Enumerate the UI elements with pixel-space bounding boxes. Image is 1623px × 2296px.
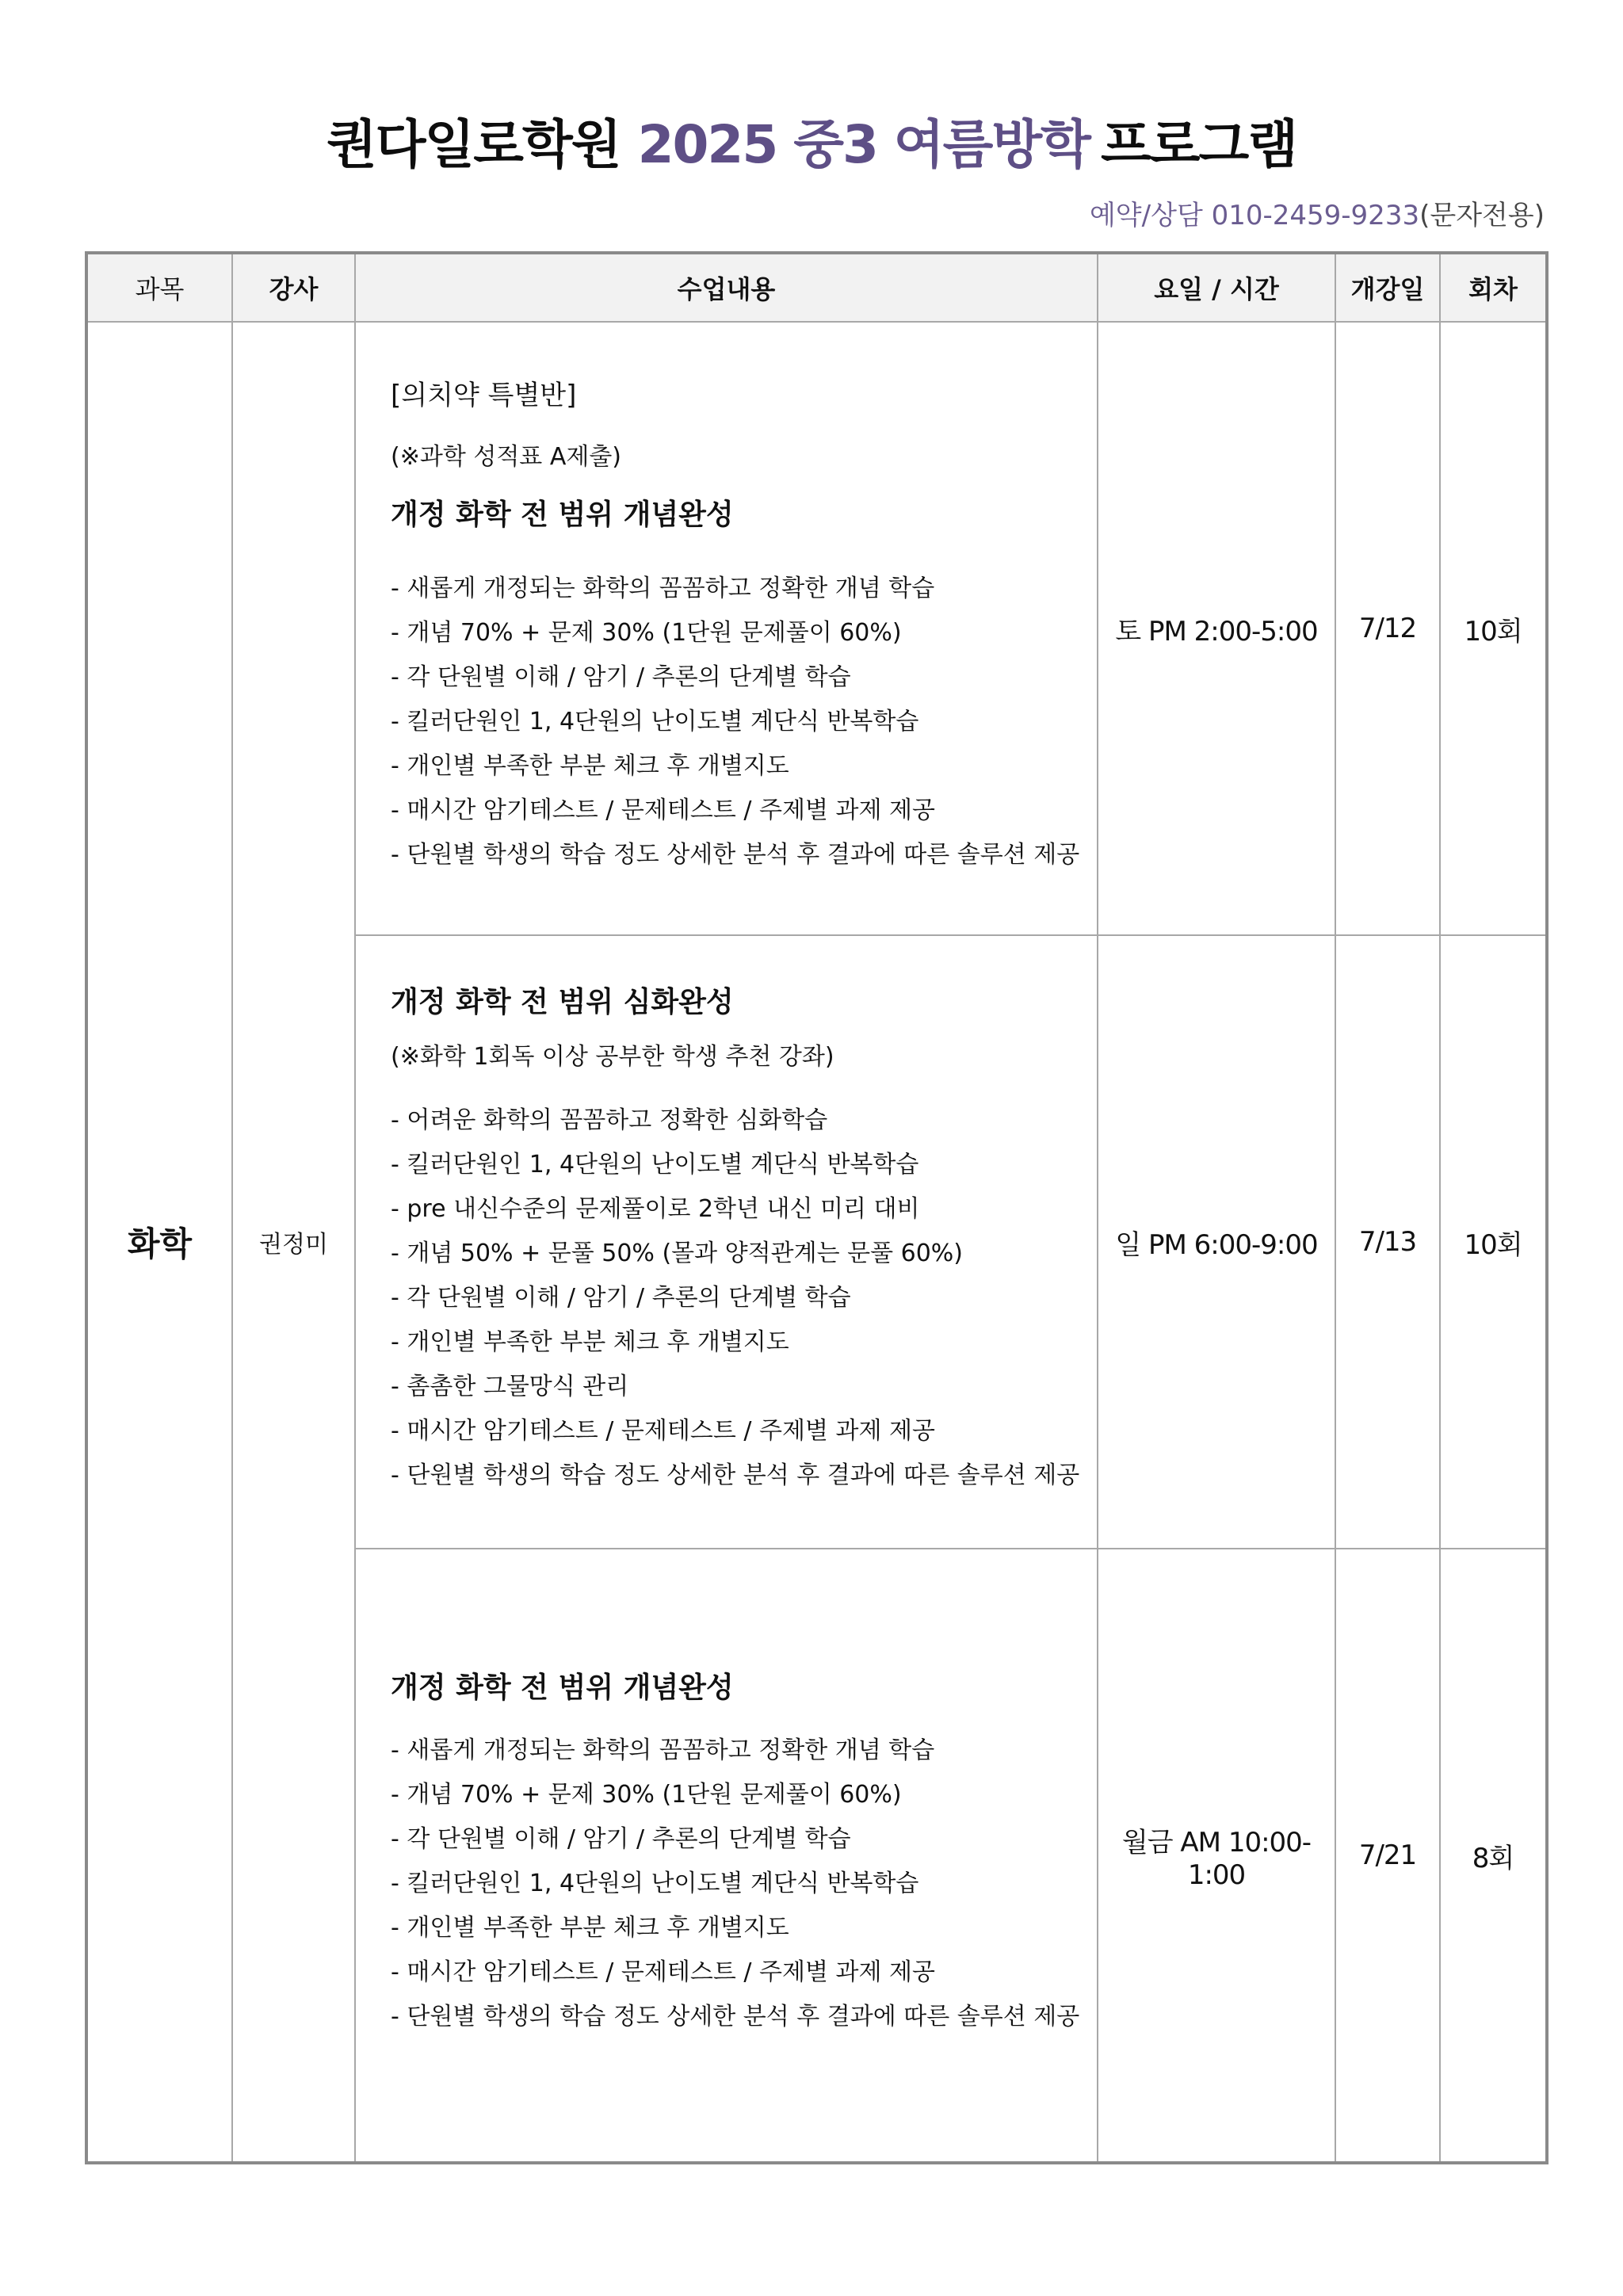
time-cell: 토 PM 2:00-5:00 bbox=[1098, 322, 1335, 935]
header-start-date: 개강일 bbox=[1335, 253, 1440, 322]
sessions-cell: 10회 bbox=[1440, 322, 1547, 935]
header-content: 수업내용 bbox=[355, 253, 1098, 322]
subject-cell: 화학 bbox=[86, 322, 232, 2163]
list-item: - 촘촘한 그물망식 관리 bbox=[391, 1365, 1081, 1409]
list-item: - 매시간 암기테스트 / 문제테스트 / 주제별 과제 제공 bbox=[391, 789, 1081, 833]
course-content bbox=[355, 322, 1098, 935]
header-teacher: 강사 bbox=[232, 253, 355, 322]
list-item: - 새롭게 개정되는 화학의 꼼꼼하고 정확한 개념 학습 bbox=[391, 1729, 1081, 1773]
list-item: - 개념 70% + 문제 30% (1단원 문제풀이 60%) bbox=[391, 1773, 1081, 1817]
program-word: 프로그램 bbox=[1100, 114, 1296, 175]
course-bullets bbox=[391, 1098, 1081, 1498]
list-item: - 단원별 학생의 학습 정도 상세한 분석 후 결과에 따른 솔루션 제공 bbox=[391, 833, 1081, 877]
list-item: - 각 단원별 이해 / 암기 / 추론의 단계별 학습 bbox=[391, 1276, 1081, 1320]
course-content bbox=[355, 1549, 1098, 2163]
course-title: 개정 화학 전 범위 개념완성 bbox=[391, 1671, 734, 1704]
contact-phone: 예약/상담 010-2459-9233 bbox=[1089, 200, 1420, 231]
teacher-cell: 권정미 bbox=[232, 322, 355, 2163]
course-note: (※과학 성적표 A제출) bbox=[391, 443, 621, 471]
time-cell: 월금 AM 10:00-1:00 bbox=[1098, 1549, 1335, 2163]
start-date-cell: 7/13 bbox=[1335, 935, 1440, 1549]
list-item: - 단원별 학생의 학습 정도 상세한 분석 후 결과에 따른 솔루션 제공 bbox=[391, 1995, 1081, 2039]
header-sessions: 회차 bbox=[1440, 253, 1547, 322]
table-header-row bbox=[86, 253, 1547, 322]
list-item: - 킬러단원인 1, 4단원의 난이도별 계단식 반복학습 bbox=[391, 1862, 1081, 1906]
academy-name: 퀀다일로학원 bbox=[327, 114, 621, 175]
list-item: - 각 단원별 이해 / 암기 / 추론의 단계별 학습 bbox=[391, 655, 1081, 700]
contact-info bbox=[1090, 193, 1545, 232]
schedule-table bbox=[85, 251, 1549, 2164]
start-date-cell: 7/21 bbox=[1335, 1549, 1440, 2163]
course-title: 개정 화학 전 범위 개념완성 bbox=[391, 499, 734, 531]
list-item: - 개인별 부족한 부분 체크 후 개별지도 bbox=[391, 1320, 1081, 1365]
program-season: 2025 중3 여름방학 bbox=[637, 114, 1090, 175]
list-item: - 개념 50% + 문풀 50% (몰과 양적관계는 문풀 60%) bbox=[391, 1232, 1081, 1276]
sessions-cell: 8회 bbox=[1440, 1549, 1547, 2163]
time-cell: 일 PM 6:00-9:00 bbox=[1098, 935, 1335, 1549]
list-item: - 개념 70% + 문제 30% (1단원 문제풀이 60%) bbox=[391, 611, 1081, 655]
list-item: - 킬러단원인 1, 4단원의 난이도별 계단식 반복학습 bbox=[391, 700, 1081, 744]
document-title bbox=[0, 109, 1623, 181]
course-bullets bbox=[391, 1729, 1081, 2039]
list-item: - 단원별 학생의 학습 정도 상세한 분석 후 결과에 따른 솔루션 제공 bbox=[391, 1454, 1081, 1498]
header-time: 요일 / 시간 bbox=[1098, 253, 1335, 322]
list-item: - 개인별 부족한 부분 체크 후 개별지도 bbox=[391, 1906, 1081, 1950]
contact-note: (문자전용) bbox=[1419, 200, 1545, 231]
list-item: - 새롭게 개정되는 화학의 꼼꼼하고 정확한 개념 학습 bbox=[391, 567, 1081, 611]
class-label: [의치약 특별반] bbox=[391, 380, 577, 411]
list-item: - 개인별 부족한 부분 체크 후 개별지도 bbox=[391, 744, 1081, 789]
header-subject: 과목 bbox=[86, 253, 232, 322]
list-item: - pre 내신수준의 문제풀이로 2학년 내신 미리 대비 bbox=[391, 1187, 1081, 1232]
course-note: (※화학 1회독 이상 공부한 학생 추천 강좌) bbox=[391, 1043, 834, 1071]
course-content bbox=[355, 935, 1098, 1549]
sessions-cell: 10회 bbox=[1440, 935, 1547, 1549]
list-item: - 각 단원별 이해 / 암기 / 추론의 단계별 학습 bbox=[391, 1817, 1081, 1862]
course-title: 개정 화학 전 범위 심화완성 bbox=[391, 986, 734, 1018]
list-item: - 어려운 화학의 꼼꼼하고 정확한 심화학습 bbox=[391, 1098, 1081, 1143]
start-date-cell: 7/12 bbox=[1335, 322, 1440, 935]
list-item: - 매시간 암기테스트 / 문제테스트 / 주제별 과제 제공 bbox=[391, 1950, 1081, 1995]
list-item: - 매시간 암기테스트 / 문제테스트 / 주제별 과제 제공 bbox=[391, 1409, 1081, 1454]
course-bullets bbox=[391, 567, 1081, 877]
list-item: - 킬러단원인 1, 4단원의 난이도별 계단식 반복학습 bbox=[391, 1143, 1081, 1187]
table-row bbox=[86, 322, 1547, 935]
